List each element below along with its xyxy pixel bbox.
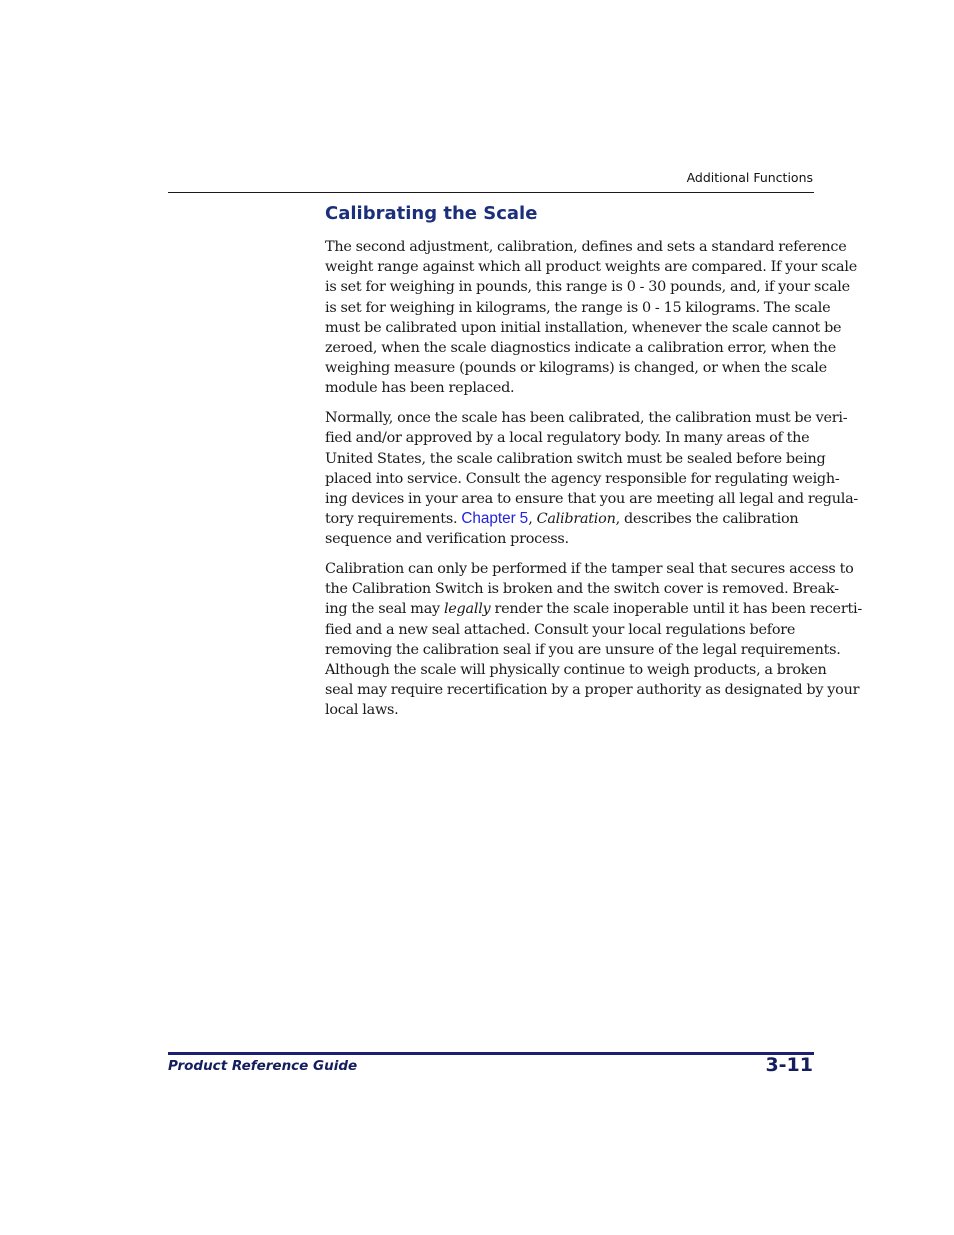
paragraph-calibration-definition [325,237,857,399]
page-number: 3-11 [765,1054,813,1076]
chapter-title: Calibration [536,511,616,528]
text-fragment: , describes the calibration [615,511,799,528]
text-line: zeroed, when the scale diagnostics indicate a calibration error, when the [325,340,837,357]
text-line: seal may require recertification by a proper authority as designated by your [325,682,860,699]
header-rule [168,192,814,193]
paragraph-regulatory-approval [325,408,859,549]
text-fragment: ing the seal may [325,601,444,618]
paragraph-tamper-seal [325,559,862,721]
text-line: ing devices in your area to ensure that you are meeting all legal and regula- [325,490,859,507]
text-line: is set for weighing in pounds, this range is 0 - 30 pounds, and, if your scale [325,279,850,296]
text-line: United States, the scale calibration switch must be sealed before being [325,450,826,467]
emphasis-legally: legally [443,601,491,618]
body-text [325,237,862,730]
text-line: local laws. [325,702,399,719]
text-line: the Calibration Switch is broken and the switch cover is removed. Break- [325,581,839,598]
text-line [325,599,862,619]
text-line: fied and a new seal attached. Consult your local regulations before [325,621,796,638]
text-line: placed into service. Consult the agency responsible for regulating weigh- [325,470,840,487]
footer-guide-title: Product Reference Guide [168,1058,358,1074]
section-title: Calibrating the Scale [325,203,538,224]
running-header: Additional Functions [686,170,813,185]
text-fragment: tory requirements. [325,511,462,528]
chapter-5-link[interactable]: Chapter 5 [461,510,529,528]
text-line: fied and/or approved by a local regulatory body. In many areas of the [325,430,810,447]
text-line: The second adjustment, calibration, defines and sets a standard reference [325,239,847,255]
text-line: Normally, once the scale has been calibrated, the calibration must be veri- [325,410,848,427]
text-line: weighing measure (pounds or kilograms) is changed, or when the scale [325,360,827,377]
text-line: module has been replaced. [325,380,515,397]
text-line: is set for weighing in kilograms, the range is 0 - 15 kilograms. The scale [325,299,831,316]
text-line: Calibration can only be performed if the tamper seal that secures access to [325,561,854,578]
text-line: weight range against which all product weights are compared. If your scale [325,259,857,276]
footer-rule [168,1052,814,1055]
text-line: Although the scale will physically continue to weigh products, a broken [325,662,827,679]
text-line [325,509,817,529]
text-line: removing the calibration seal if you are unsure of the legal requirements. [325,641,841,658]
text-fragment: render the scale inoperable until it has been recerti- [490,601,862,618]
text-fragment: , [528,511,537,528]
text-line: sequence and verification process. [325,531,569,548]
text-line: must be calibrated upon initial installation, whenever the scale cannot be [325,319,842,336]
